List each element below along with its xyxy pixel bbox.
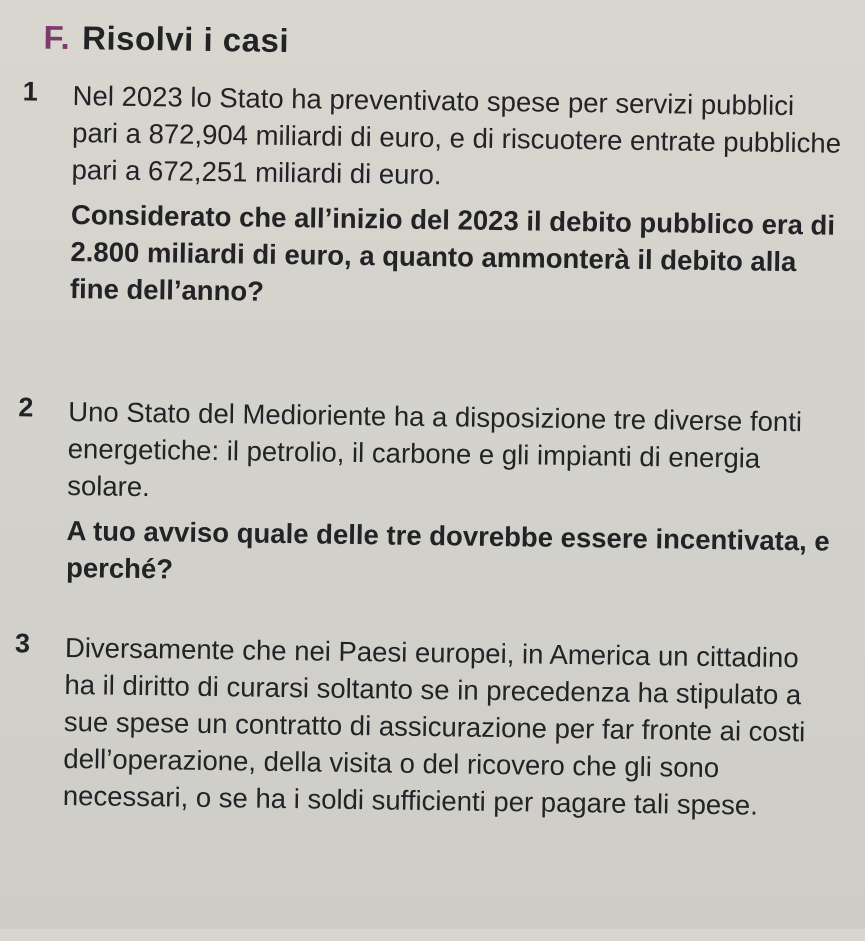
section-title: Risolvi i casi xyxy=(81,19,290,60)
exercise-2 xyxy=(16,392,839,596)
section-letter: F. xyxy=(43,18,71,56)
exercise-number: 3 xyxy=(14,628,31,659)
section-heading xyxy=(43,19,289,60)
exercise-number: 2 xyxy=(18,392,34,423)
exercise-number: 1 xyxy=(22,76,38,107)
exercise-question: A tuo avviso quale delle tre dovrebbe essere incentivata, e perché? xyxy=(65,514,830,585)
exercise-3 xyxy=(13,628,836,824)
exercise-text: Nel 2023 lo Stato ha preventivato spese per servizi pubblici pari a 872,904 miliardi di euro, e di riscuotere entrate pubbliche pari a 672,251 miliardi di euro. xyxy=(71,80,842,191)
exercise-text: Diversamente che nei Paesi europei, in America un cittadino ha il diritto di curarsi soltanto se in precedenza ha stipulato a sue spese un contratto di assicurazione per far fronte ai costi dell’operazione, della visita o del ricovero che gli sono necessari, o se ha i soldi sufficienti per pagare tali spese. xyxy=(62,631,806,821)
exercise-1 xyxy=(20,76,843,317)
exercise-text: Uno Stato del Medioriente ha a disposizione tre diverse fonti energetiche: il petrolio, il carbone e gli impianti di energia solare. xyxy=(67,395,803,503)
exercise-question: Considerato che all’inizio del 2023 il debito pubblico era di 2.800 miliardi di euro, a quanto ammonterà il debito alla fine dell’anno? xyxy=(69,199,836,307)
